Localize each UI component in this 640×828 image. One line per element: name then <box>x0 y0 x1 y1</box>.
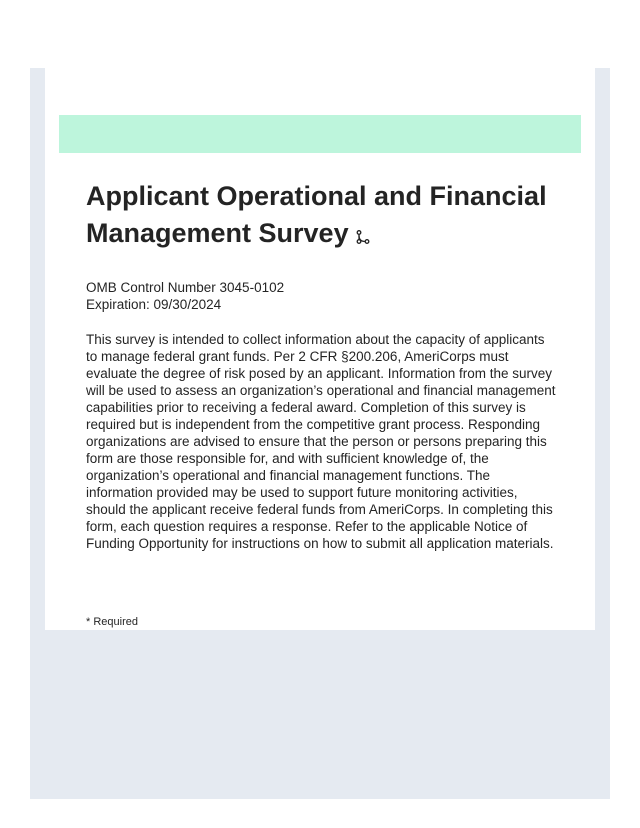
expiration-date: Expiration: 09/30/2024 <box>86 297 222 312</box>
omb-control-number: OMB Control Number 3045-0102 <box>86 280 285 295</box>
form-title: Applicant Operational and Financial Management Survey <box>86 181 547 248</box>
form-title-container <box>86 178 556 252</box>
header-banner <box>59 115 581 153</box>
required-note: * Required <box>86 616 138 628</box>
form-card <box>45 68 595 630</box>
form-description: This survey is intended to collect information about the capacity of applicants to manage federal grant funds. Per 2 CFR §200.206, AmeriCorps must evaluate the degree of risk posed by an applicant. Information from the survey will be used to assess an organization’s operational and financial management capabilities prior to receiving a federal award. Completion of this survey is required but is independent from the competitive grant process. Responding organizations are advised to ensure that the person or persons preparing this form are those responsible for, and with sufficient knowledge of, the organization’s operational and financial management functions. The information provided may be used to support future monitoring activities, should the applicant receive federal funds from AmeriCorps. In completing this form, each question requires a response. Refer to the applicable Notice of Funding Opportunity for instructions on how to submit all application materials. <box>86 332 556 551</box>
form-meta <box>86 279 284 313</box>
branch-link-icon[interactable] <box>355 218 371 234</box>
